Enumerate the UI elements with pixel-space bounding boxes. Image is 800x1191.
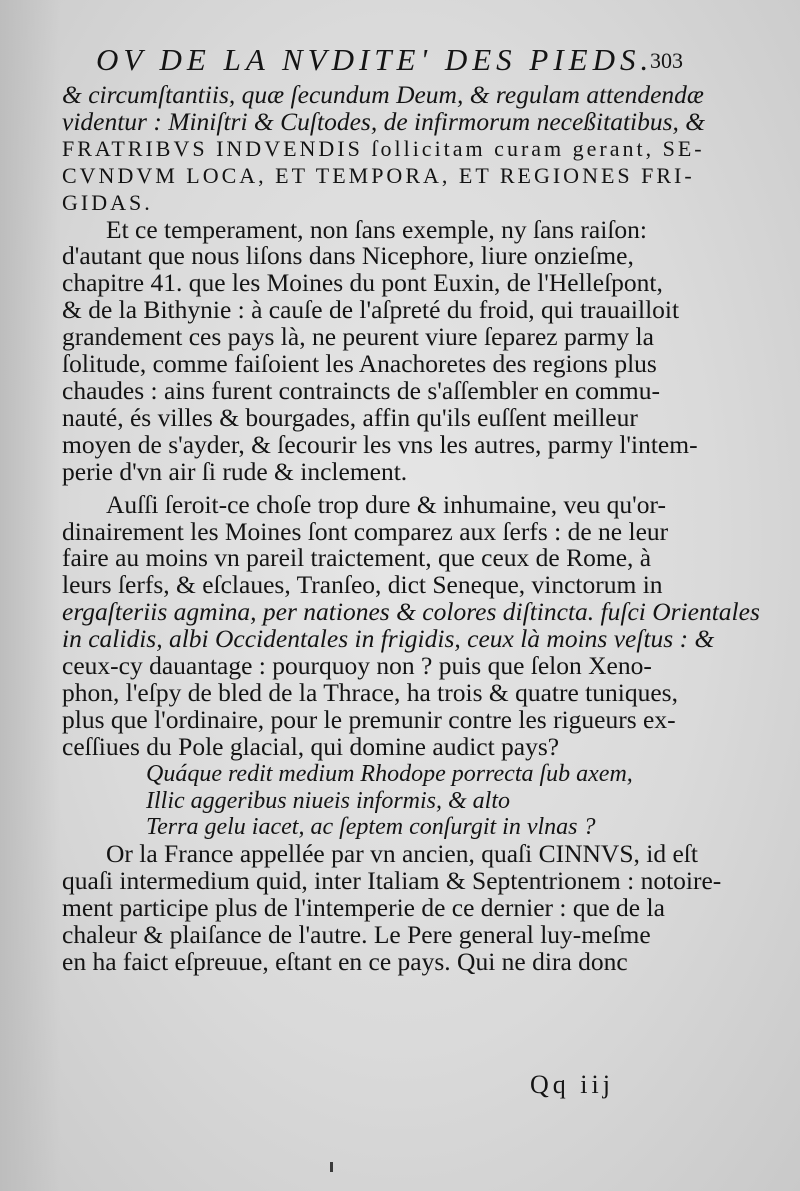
text-line: Auſſi ſeroit-ce choſe trop dure & inhumaine, veu qu'or- <box>106 489 666 519</box>
text-line: plus que l'ordinaire, pour le premunir contre les rigueurs ex- <box>62 704 676 734</box>
text-line: FRATRIBVS INDVENDIS ſollicitam curam gerant, SE- <box>62 135 705 161</box>
text-line: faire au moins vn pareil traictement, que ceux de Rome, à <box>62 543 652 573</box>
text-line: quaſi intermedium quid, inter Italiam & Septentrionem : notoire- <box>62 866 722 896</box>
text-line: & de la Bithynie : à cauſe de l'aſpreté du froid, qui trauailloit <box>62 295 680 325</box>
text-line: perie d'vn air ſi rude & inclement. <box>62 456 408 486</box>
text-line: grandement ces pays là, ne peurent viure ſeparez parmy la <box>62 322 654 352</box>
text-line: Or la France appellée par vn ancien, quaſi CINNVS, id eſt <box>106 839 698 869</box>
verse-line: Terra gelu iacet, ac ſeptem conſurgit in vlnas ? <box>146 814 596 841</box>
signature-mark: Qq iij <box>530 1070 614 1099</box>
verse-quotation <box>62 761 702 842</box>
running-head <box>62 38 702 82</box>
verse-line: Quáque redit medium Rhodope porrecta ſub axem, <box>146 760 633 787</box>
text-line: ceſſiues du Pole glacial, qui domine audict pays? <box>62 731 560 761</box>
text-line: ment participe plus de l'intemperie de ce dernier : que de la <box>62 893 665 923</box>
text-line: Et ce temperament, non ſans exemple, ny ſans raiſon: <box>106 214 647 244</box>
text-line: & circumſtantiis, quæ ſecundum Deum, & regulam attendendæ <box>62 80 704 109</box>
text-line: CVNDVM LOCA, ET TEMPORA, ET REGIONES FRI- <box>62 162 695 188</box>
text-block <box>62 38 760 976</box>
text-line: phon, l'eſpy de bled de la Thrace, ha trois & quatre tuniques, <box>62 677 678 707</box>
text-line: in calidis, albi Occidentales in frigidis, ceux là moins veſtus : & <box>62 624 715 654</box>
closing-paragraph <box>62 839 722 976</box>
body-text <box>62 80 760 761</box>
ink-speck <box>330 1162 333 1172</box>
text-line: ceux-cy dauantage : pourquoy non ? puis que ſelon Xeno- <box>62 651 652 681</box>
page-gutter-shadow <box>0 0 60 1191</box>
text-line: leurs ſerfs, & eſclaues, Tranſeo, dict Seneque, vinctorum in <box>62 570 663 600</box>
text-line: en ha faict eſpreuue, eſtant en ce pays. Qui ne dira donc <box>62 947 628 976</box>
text-line: moyen de s'ayder, & ſecourir les vns les autres, parmy l'intem- <box>62 429 698 459</box>
text-line: videntur : Miniſtri & Cuſtodes, de infirmorum neceßitatibus, & <box>62 106 706 136</box>
text-line: dinairement les Moines ſont comparez aux ſerfs : de ne leur <box>62 516 669 546</box>
running-title: OV DE LA NVDITE' DES PIEDS. <box>96 42 654 77</box>
text-line: GIDAS. <box>62 189 153 215</box>
text-line: d'autant que nous liſons dans Nicephore, liure onzieſme, <box>62 241 634 271</box>
text-line: chapitre 41. que les Moines du pont Euxin, de l'Helleſpont, <box>62 268 663 298</box>
text-line: ſolitude, comme faiſoient les Anachoretes des regions plus <box>62 349 657 379</box>
text-line: nauté, és villes & bourgades, affin qu'ils euſſent meilleur <box>62 402 638 432</box>
text-line: chaleur & plaiſance de l'autre. Le Pere general luy-meſme <box>62 920 651 950</box>
text-line: ergaſteriis agmina, per nationes & colores diſtincta. fuſci Orientales <box>62 597 760 627</box>
text-line: chaudes : ains furent contraincts de s'aſſembler en commu- <box>62 375 660 405</box>
page-number: 303 <box>650 48 683 73</box>
verse-line: Illic aggeribus niueis informis, & alto <box>146 787 510 814</box>
